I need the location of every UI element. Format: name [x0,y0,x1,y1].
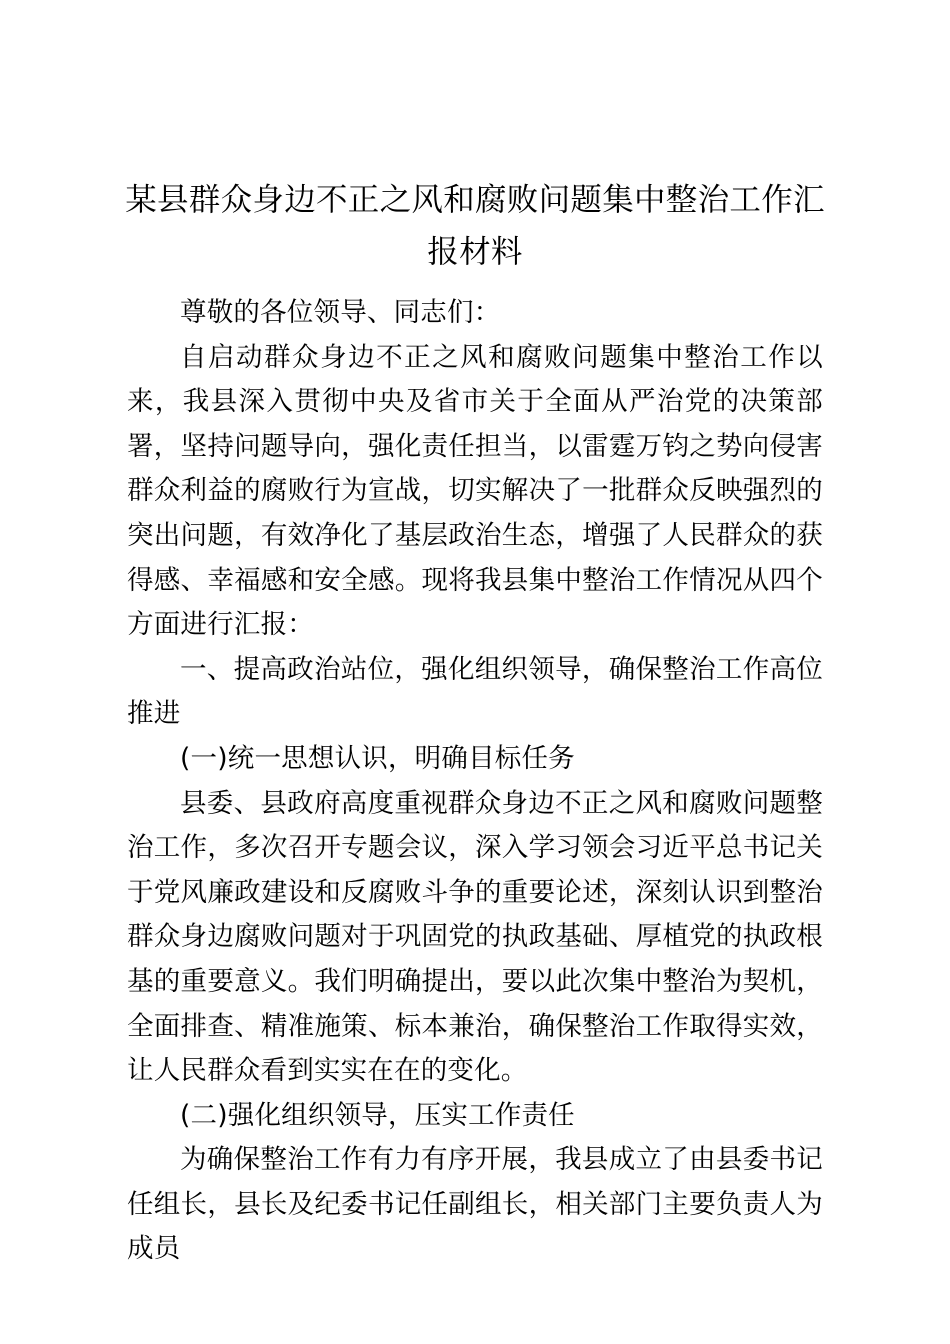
section-heading-1: 一、提高政治站位，强化组织领导，确保整治工作高位推进 [127,653,823,730]
document-body [127,291,823,1272]
document-title: 某县群众身边不正之风和腐败问题集中整治工作汇报材料 [125,182,825,270]
subsection-heading-1-2: (二)强化组织领导，压实工作责任 [180,1099,575,1131]
body-paragraph-1-1: 县委、县政府高度重视群众身边不正之风和腐败问题整治工作，多次召开专题会议，深入学习领会习近平总书记关于党风廉政建设和反腐败斗争的重要论述，深刻认识到整治群众身边腐败问题对于巩固党的执政基础、厚植党的执政根基的重要意义。我们明确提出，要以此次集中整治为契机，全面排查、精准施策、标本兼治，确保整治工作取得实效，让人民群众看到实实在在的变化。 [127,787,823,1087]
body-paragraph-1-2: 为确保整治工作有力有序开展，我县成立了由县委书记任组长，县长及纪委书记任副组长，相关部门主要负责人为成员 [127,1144,823,1265]
intro-paragraph: 自启动群众身边不正之风和腐败问题集中整治工作以来，我县深入贯彻中央及省市关于全面从严治党的决策部署，坚持问题导向，强化责任担当，以雷霆万钧之势向侵害群众利益的腐败行为宣战，切实解决了一批群众反映强烈的突出问题，有效净化了基层政治生态，增强了人民群众的获得感、幸福感和安全感。现将我县集中整治工作情况从四个方面进行汇报： [127,341,823,641]
subsection-heading-1-1: (一)统一思想认识，明确目标任务 [180,742,575,774]
salutation: 尊敬的各位领导、同志们： [180,297,501,328]
